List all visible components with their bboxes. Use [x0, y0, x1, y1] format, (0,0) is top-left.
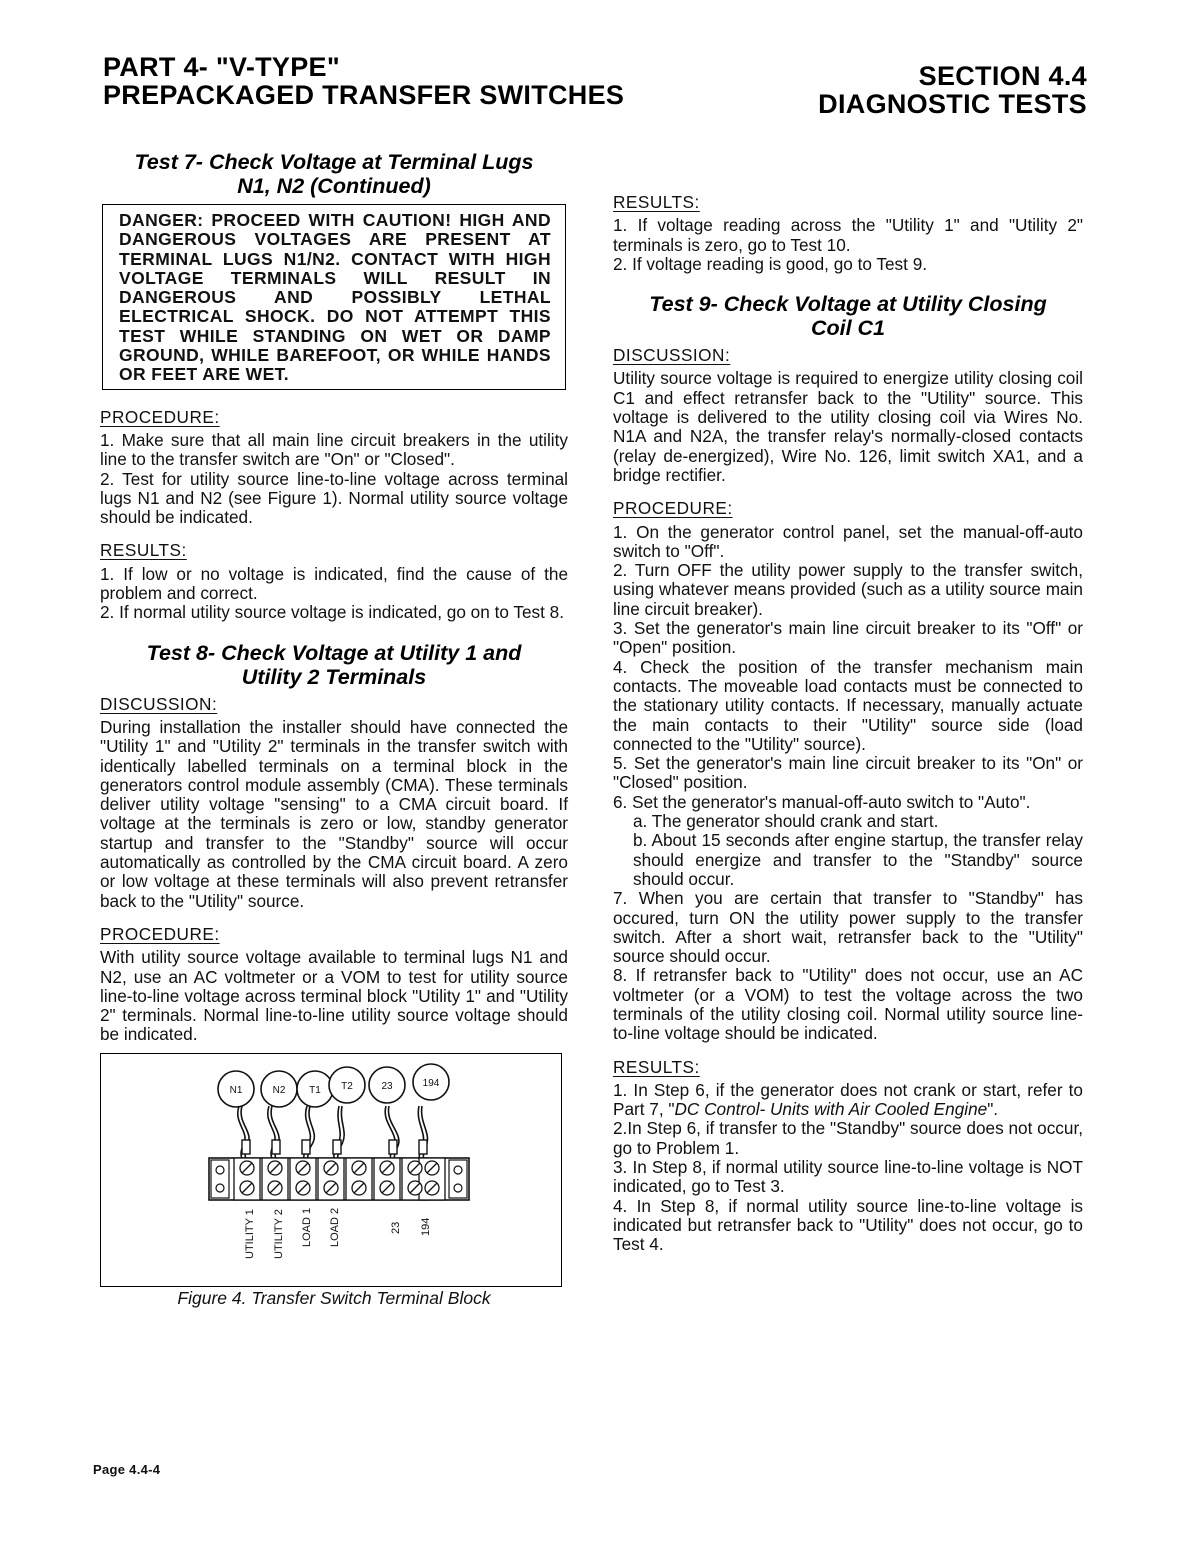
danger-warning-box: DANGER: PROCEED WITH CAUTION! HIGH AND DANGEROUS VOLTAGES ARE PRESENT AT TERMINAL LUGS N1/N2. CONTACT WITH HIGH VOLTAGE TERMINALS WILL RESULT IN DANGEROUS AND POSSIBLY LETHAL ELECTRICAL SHOCK. DO NOT ATTEMPT THIS TEST WHILE STANDING ON WET OR DAMP GROUND, WHILE BAREFOOT, OR WHILE HANDS OR FEET ARE WET.: [102, 204, 566, 390]
wire-tag-label: T1: [309, 1084, 321, 1096]
part-title: [103, 53, 624, 109]
test8-heading: [100, 641, 568, 689]
left-column: [100, 150, 568, 1308]
result-item: 2.In Step 6, if transfer to the "Standby" source does not occur, go to Problem 1.: [613, 1118, 1083, 1158]
procedure-step: 5. Set the generator's main line circuit breaker to its "On" or "Closed" position.: [613, 753, 1083, 793]
reference-title: DC Control- Units with Air Cooled Engine: [674, 1099, 988, 1120]
part-title-line1: PART 4- "V-TYPE": [103, 52, 340, 82]
test9-heading: [613, 292, 1083, 340]
terminal-label-utility-2: UTILITY 2: [273, 1208, 285, 1259]
section-title-line2: DIAGNOSTIC TESTS: [818, 89, 1087, 119]
wire-tag-label: T2: [341, 1080, 353, 1092]
procedure-step: 1. Make sure that all main line circuit breakers in the utility line to the transfer switch are "On" or "Closed".: [100, 429, 568, 470]
procedure-label: PROCEDURE:: [100, 406, 220, 427]
procedure-step: 3. Set the generator's main line circuit breaker to its "Off" or "Open" position.: [613, 618, 1083, 658]
discussion-label: DISCUSSION:: [100, 693, 218, 714]
procedure-text: With utility source voltage available to terminal lugs N1 and N2, use an AC voltmeter or a VOM to test for utility source line-to-line voltage across terminal block "Utility 1" and "Utility 2" terminals. Normal line-to-line utility source voltage should be indicated.: [100, 947, 568, 1045]
wire-tag-label: 194: [422, 1077, 440, 1089]
discussion-label: DISCUSSION:: [613, 345, 731, 366]
result-item: [613, 1081, 1083, 1120]
wire-tag-label: N2: [272, 1084, 286, 1096]
result-item: 2. If normal utility source voltage is indicated, go on to Test 8.: [100, 602, 564, 623]
results-label: RESULTS:: [100, 540, 187, 561]
discussion-text: During installation the installer should have connected the "Utility 1" and "Utility 2" terminals in the transfer switch with identically labelled terminals on a terminal block in the generators control module assembly (CMA). These terminals deliver utility voltage "sensing" to a CMA circuit board. If voltage at the terminals is zero or low, standby generator startup and transfer to the "Standby" source will occur automatically as controlled by the CMA circuit board. A zero or low voltage at these terminals will also prevent retransfer back to the "Utility" source.: [100, 716, 568, 911]
result-item: 1. If low or no voltage is indicated, find the cause of the problem and correct.: [100, 563, 568, 604]
procedure-substep: b. About 15 seconds after engine startup, the transfer relay should energize and transfer to the "Standby" source should occur.: [633, 830, 1083, 889]
result-item: 1. If voltage reading across the "Utility 1" and "Utility 2" terminals is zero, go to Test 10.: [613, 215, 1083, 255]
procedure-step: 2. Turn OFF the utility power supply to the transfer switch, using whatever means provided (such as a utility source main line circuit breaker).: [613, 560, 1083, 619]
result-text: ".: [987, 1099, 999, 1120]
test9-heading-line2: Coil C1: [810, 316, 886, 341]
result-item: 4. In Step 8, if normal utility source line-to-line voltage is indicated but retransfer back to "Utility" does not occur, go to Test 4.: [613, 1195, 1083, 1255]
terminal-label-utility-1: UTILITY 1: [244, 1208, 256, 1259]
terminal-label-23: 23: [390, 1221, 402, 1234]
results-label: RESULTS:: [613, 192, 700, 212]
procedure-step: 4. Check the position of the transfer mechanism main contacts. The moveable load contacts must be connected to the stationary utility contacts. If necessary, manually actuate the main contacts to their "Utility" source side (load connected to the "Utility" source).: [613, 656, 1083, 754]
terminal-label-194: 194: [420, 1217, 432, 1236]
procedure-step: 1. On the generator control panel, set the manual-off-auto switch to "Off".: [613, 521, 1083, 561]
procedure-substep: a. The generator should crank and start.: [633, 811, 939, 832]
procedure-label: PROCEDURE:: [100, 923, 220, 944]
test8-heading-line1: Test 8- Check Voltage at Utility 1 and: [146, 640, 522, 665]
terminal-label-load-2: LOAD 2: [329, 1207, 341, 1247]
procedure-step: 8. If retransfer back to "Utility" does not occur, use an AC voltmeter (or a VOM) to test the voltage across the two terminals of the utility closing coil. Normal utility source line-to-line voltage should be indicated.: [613, 965, 1083, 1044]
test7-heading: [100, 150, 568, 198]
test7-heading-line1: Test 7- Check Voltage at Terminal Lugs: [134, 150, 534, 174]
test8-heading-line2: Utility 2 Terminals: [241, 664, 427, 689]
section-title-line1: SECTION 4.4: [918, 61, 1087, 91]
procedure-step: 7. When you are certain that transfer to "Standby" has occured, turn ON the utility power supply to the transfer switch. After a short wait, retransfer back to the "Utility" source should occur.: [613, 888, 1083, 967]
result-item: 3. In Step 8, if normal utility source line-to-line voltage is NOT indicated, go to Test 3.: [613, 1157, 1083, 1197]
terminal-label-load-1: LOAD 1: [301, 1207, 313, 1247]
part-title-line2: PREPACKAGED TRANSFER SWITCHES: [103, 80, 625, 110]
terminal-block-diagram: [101, 1054, 563, 1286]
result-text: 1. In Step 6, if the generator does not crank or start, refer to Part 7, ": [613, 1079, 1083, 1120]
results-label: RESULTS:: [613, 1056, 700, 1077]
discussion-text: Utility source voltage is required to energize utility closing coil C1 and effect retransfer back to the "Utility" source. This voltage is delivered to the utility closing coil via Wires No. N1A and N2A, the transfer relay's normally-closed contacts (relay de-energized), Wire No. 126, limit switch XA1, and a bridge rectifier.: [613, 368, 1083, 485]
wire-tag-label: 23: [381, 1080, 393, 1092]
procedure-step: 2. Test for utility source line-to-line voltage across terminal lugs N1 and N2 (see Figure 1). Normal utility source voltage should be indicated.: [100, 468, 568, 528]
figure-caption: Figure 4. Transfer Switch Terminal Block: [177, 1287, 491, 1308]
section-title: [818, 62, 1087, 118]
test7-heading-line2: N1, N2 (Continued): [237, 174, 431, 198]
right-column: [613, 193, 1083, 1255]
terminal-block-figure: [100, 1053, 562, 1287]
test9-heading-line1: Test 9- Check Voltage at Utility Closing: [649, 292, 1047, 317]
procedure-label: PROCEDURE:: [613, 498, 733, 519]
procedure-step: 6. Set the generator's manual-off-auto switch to "Auto".: [613, 791, 1031, 812]
page-number: Page 4.4-4: [93, 1462, 161, 1477]
result-item: 2. If voltage reading is good, go to Test 9.: [613, 253, 928, 274]
wire-tag-label: N1: [229, 1084, 243, 1096]
